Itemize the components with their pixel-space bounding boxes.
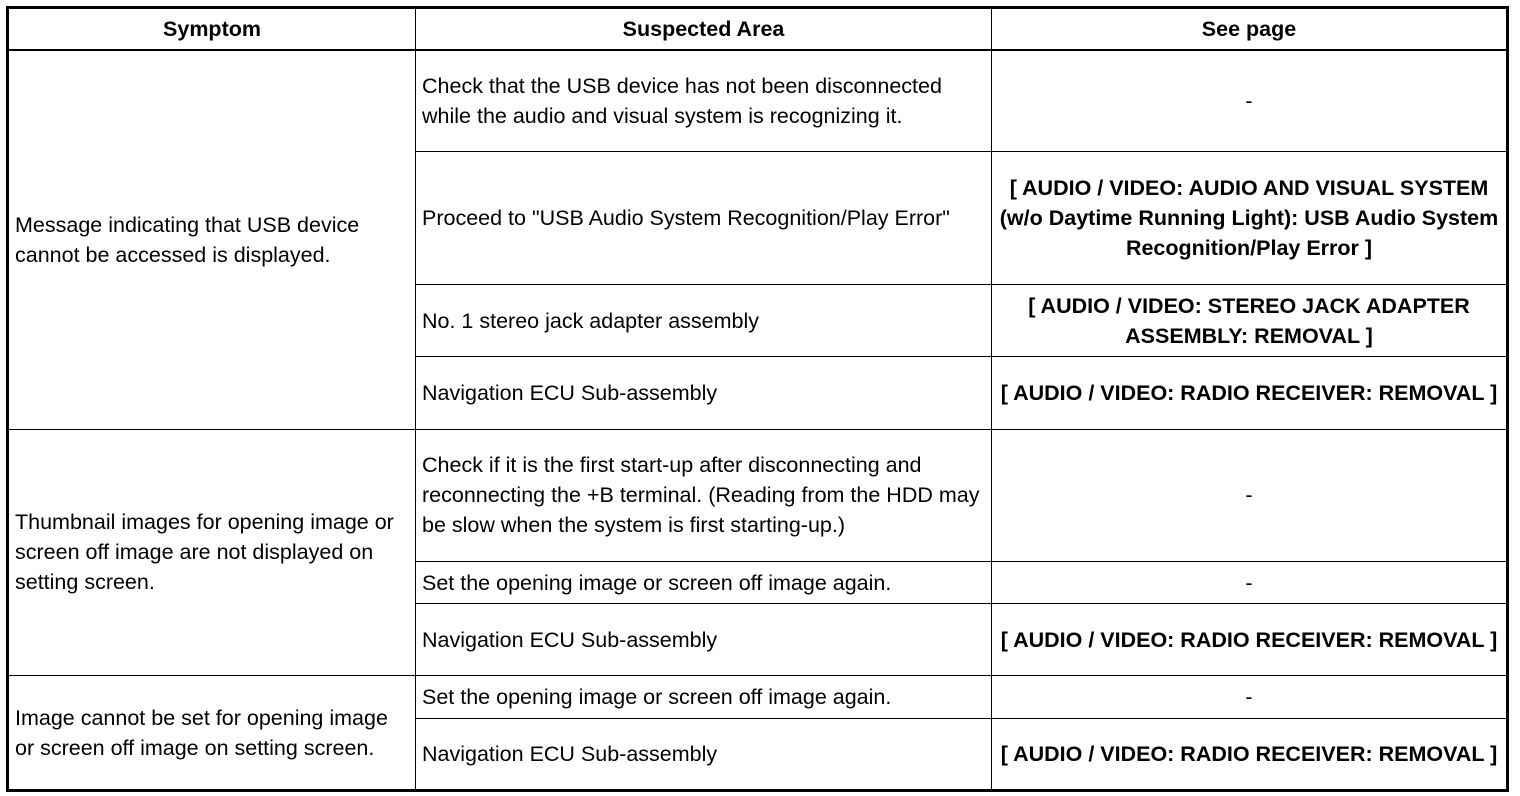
suspected-area-cell: Check if it is the first start-up after disconnecting and reconnecting the +B terminal. (Reading from the HDD may be slow when the system is first starting-up.) xyxy=(416,429,992,562)
suspected-area-cell: Set the opening image or screen off image again. xyxy=(416,562,992,604)
header-symptom: Symptom xyxy=(8,8,416,50)
table-row xyxy=(8,429,1508,562)
see-page-link[interactable]: [ AUDIO / VIDEO: RADIO RECEIVER: REMOVAL ] xyxy=(992,604,1508,676)
suspected-area-cell: Navigation ECU Sub-assembly xyxy=(416,718,992,790)
see-page-cell: - xyxy=(992,50,1508,152)
see-page-cell: - xyxy=(992,676,1508,718)
troubleshooting-table xyxy=(6,6,1509,792)
see-page-cell: - xyxy=(992,562,1508,604)
see-page-link[interactable]: [ AUDIO / VIDEO: AUDIO AND VISUAL SYSTEM (w/o Daytime Running Light): USB Audio System Recognition/Play Error ] xyxy=(992,152,1508,285)
see-page-link[interactable]: [ AUDIO / VIDEO: RADIO RECEIVER: REMOVAL ] xyxy=(992,357,1508,429)
table-row xyxy=(8,50,1508,152)
suspected-area-cell: Navigation ECU Sub-assembly xyxy=(416,357,992,429)
symptom-cell: Image cannot be set for opening image or screen off image on setting screen. xyxy=(8,676,416,791)
suspected-area-cell: Check that the USB device has not been disconnected while the audio and visual system is recognizing it. xyxy=(416,50,992,152)
symptom-cell: Message indicating that USB device cannot be accessed is displayed. xyxy=(8,50,416,430)
suspected-area-cell: Proceed to "USB Audio System Recognition/Play Error" xyxy=(416,152,992,285)
suspected-area-cell: Navigation ECU Sub-assembly xyxy=(416,604,992,676)
symptom-cell: Thumbnail images for opening image or screen off image are not displayed on setting screen. xyxy=(8,429,416,676)
see-page-cell: - xyxy=(992,429,1508,562)
header-suspected-area: Suspected Area xyxy=(416,8,992,50)
header-see-page: See page xyxy=(992,8,1508,50)
suspected-area-cell: Set the opening image or screen off image again. xyxy=(416,676,992,718)
suspected-area-cell: No. 1 stereo jack adapter assembly xyxy=(416,284,992,356)
table-row xyxy=(8,676,1508,718)
table-header-row xyxy=(8,8,1508,50)
see-page-link[interactable]: [ AUDIO / VIDEO: STEREO JACK ADAPTER ASSEMBLY: REMOVAL ] xyxy=(992,284,1508,356)
see-page-link[interactable]: [ AUDIO / VIDEO: RADIO RECEIVER: REMOVAL ] xyxy=(992,718,1508,790)
